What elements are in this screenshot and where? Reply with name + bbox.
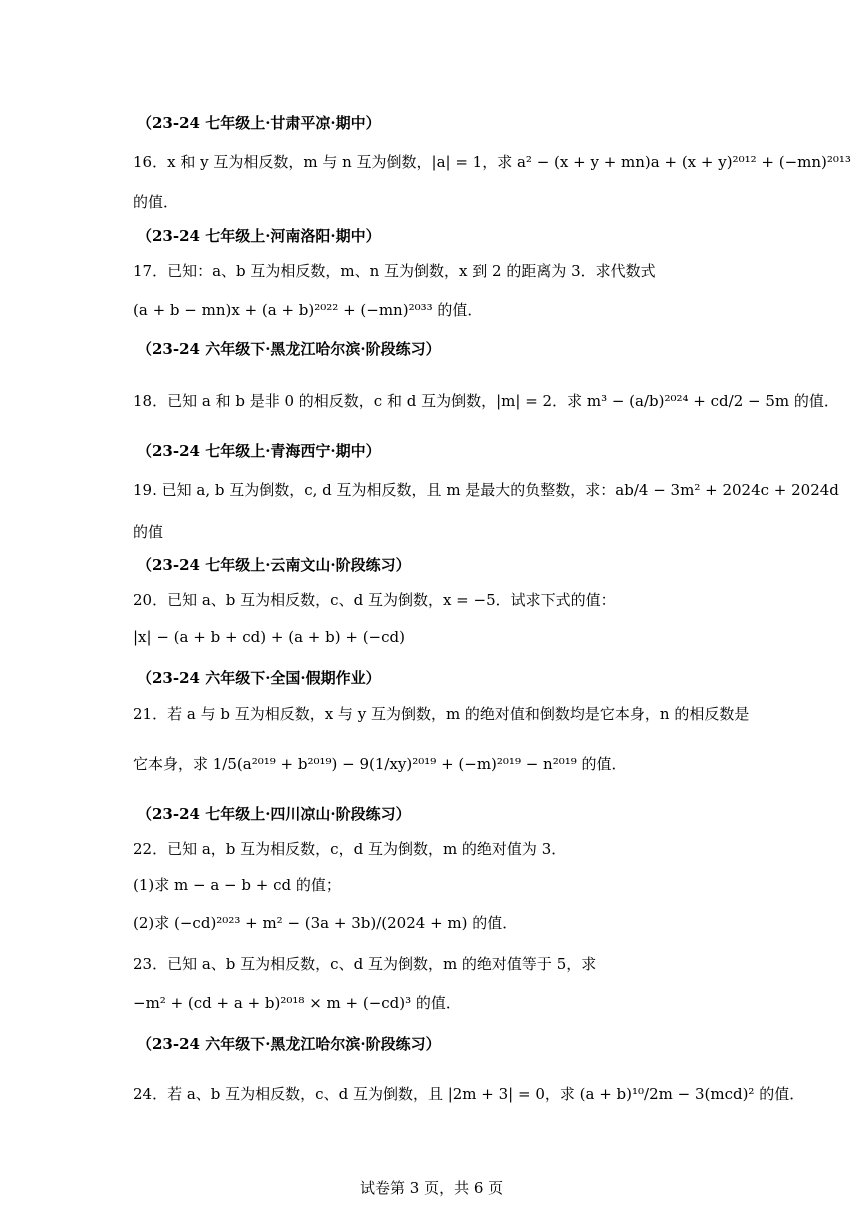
problem-17-line-2: (a + b − mn)x + (a + b)²⁰²² + (−mn)²⁰³³ 的值． (133, 301, 483, 319)
source-label: （23-24 六年级下·黑龙江哈尔滨·阶段练习） (137, 1035, 441, 1053)
problem-20-line-1: 20．已知 a、b 互为相反数，c、d 互为倒数，x = −5．试求下式的值： (133, 591, 616, 609)
problem-22-part-1: (1)求 m − a − b + cd 的值； (133, 876, 341, 894)
problem-19-line-2: 的值 (133, 523, 164, 541)
problem-22-line-1: 22．已知 a，b 互为相反数，c，d 互为倒数，m 的绝对值为 3． (133, 840, 567, 858)
source-label: （23-24 七年级上·云南文山·阶段练习） (137, 556, 411, 574)
problem-23-line-1: 23．已知 a、b 互为相反数，c、d 互为倒数，m 的绝对值等于 5，求 (133, 955, 597, 973)
source-label: （23-24 七年级上·甘肃平凉·期中） (137, 114, 381, 132)
source-label: （23-24 七年级上·河南洛阳·期中） (137, 227, 381, 245)
page-footer: 试卷第 3 页，共 6 页 (360, 1179, 504, 1197)
problem-20-line-2: |x| − (a + b + cd) + (a + b) + (−cd) (133, 628, 405, 646)
problem-19-line-1: 19. 已知 a, b 互为倒数，c, d 互为相反数，且 m 是最大的负整数，求：ab/4 − 3m² + 2024c + 2024d (133, 481, 839, 499)
problem-17-line-1: 17．已知：a、b 互为相反数，m、n 互为倒数，x 到 2 的距离为 3．求代数式 (133, 262, 656, 280)
problem-21-line-2: 它本身，求 1/5(a²⁰¹⁹ + b²⁰¹⁹) − 9(1/xy)²⁰¹⁹ + (−m)²⁰¹⁹ − n²⁰¹⁹ 的值． (133, 755, 627, 773)
source-label: （23-24 七年级上·四川凉山·阶段练习） (137, 805, 411, 823)
source-label: （23-24 七年级上·青海西宁·期中） (137, 442, 381, 460)
problem-23-line-2: −m² + (cd + a + b)²⁰¹⁸ × m + (−cd)³ 的值． (133, 994, 461, 1012)
problem-22-part-2: (2)求 (−cd)²⁰²³ + m² − (3a + 3b)/(2024 + m) 的值． (133, 914, 518, 932)
problem-18-line-1: 18．已知 a 和 b 是非 0 的相反数，c 和 d 互为倒数，|m| = 2．求 m³ − (a/b)²⁰²⁴ + cd/2 − 5m 的值． (133, 392, 839, 410)
problem-16-line-2: 的值． (133, 193, 179, 211)
source-label: （23-24 六年级下·黑龙江哈尔滨·阶段练习） (137, 340, 441, 358)
problem-24-line-1: 24．若 a、b 互为相反数，c、d 互为倒数，且 |2m + 3| = 0，求 (a + b)¹⁰/2m − 3(mcd)² 的值． (133, 1085, 805, 1103)
problem-21-line-1: 21．若 a 与 b 互为相反数，x 与 y 互为倒数，m 的绝对值和倒数均是它本身，n 的相反数是 (133, 705, 750, 723)
problem-16-line-1: 16．x 和 y 互为相反数，m 与 n 互为倒数，|a| = 1，求 a² − (x + y + mn)a + (x + y)²⁰¹² + (−mn)²⁰¹³ (133, 153, 851, 171)
source-label: （23-24 六年级下·全国·假期作业） (137, 669, 381, 687)
